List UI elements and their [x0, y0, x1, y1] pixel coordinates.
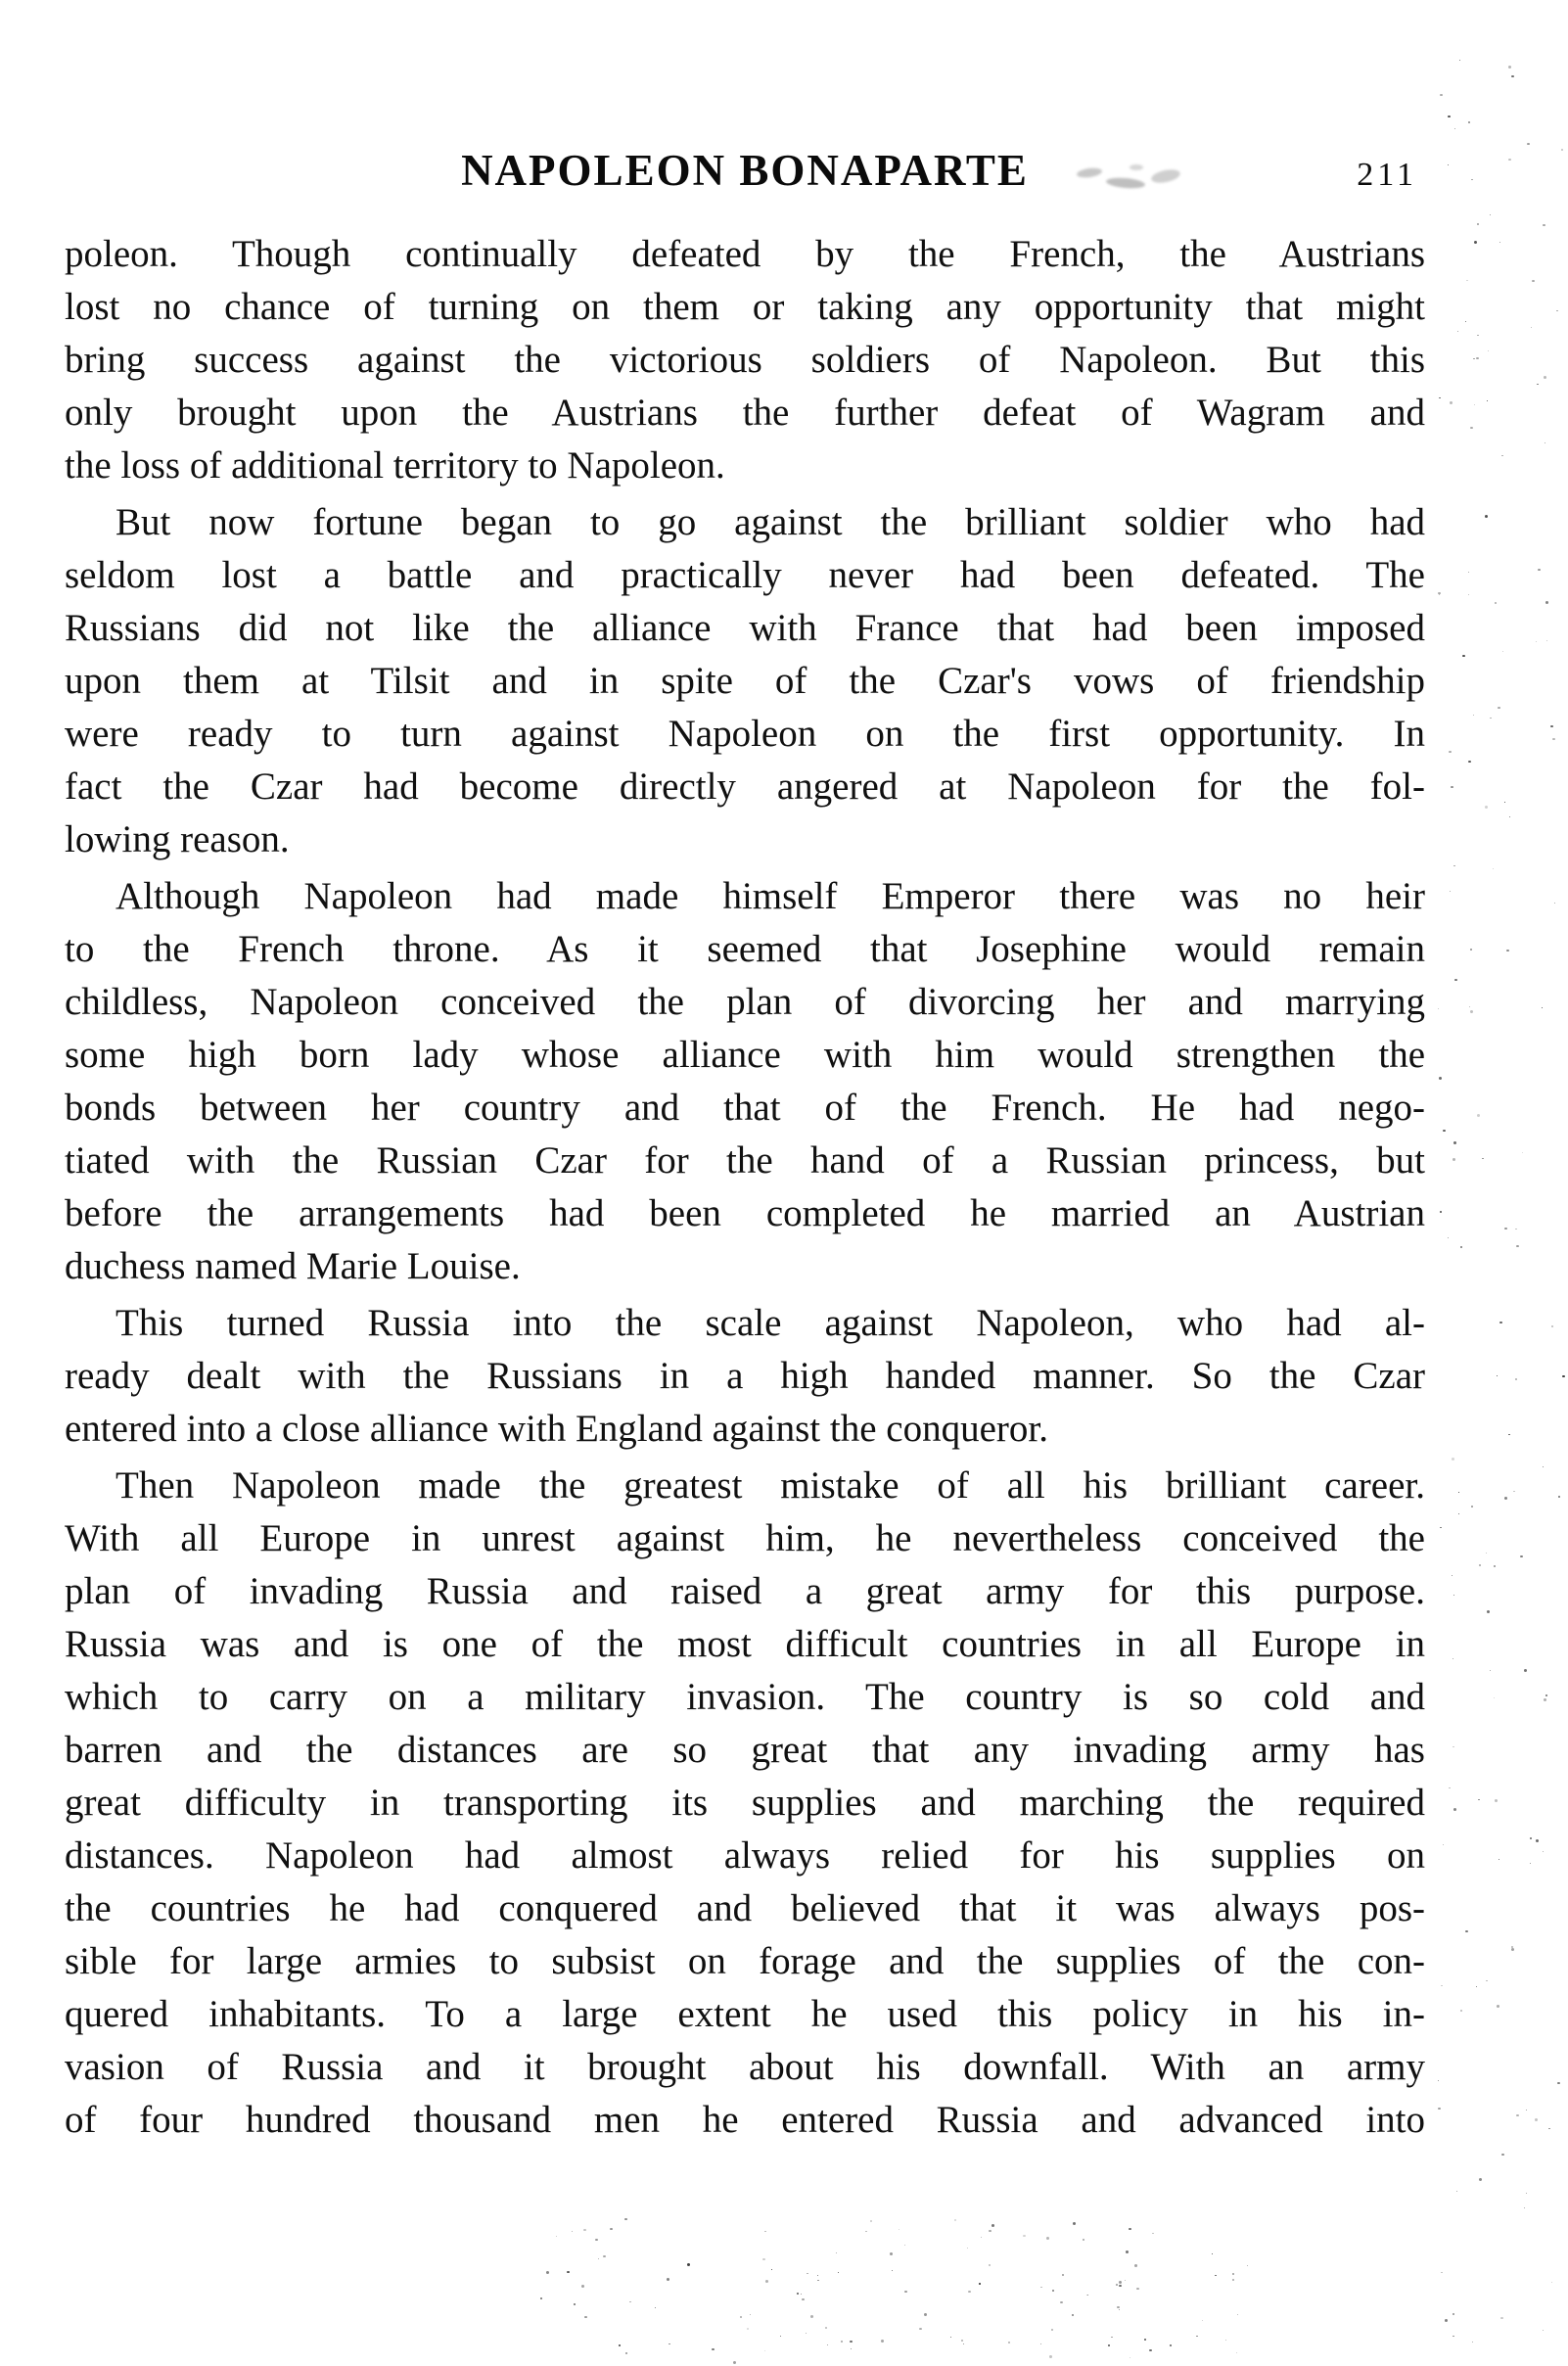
text-line: great difficulty in transporting its supplies and marching the required	[65, 1782, 1425, 1824]
noise-speck	[1470, 949, 1472, 951]
noise-speck	[1445, 2319, 1448, 2322]
noise-speck	[1440, 1527, 1442, 1528]
noise-speck	[1473, 358, 1475, 359]
noise-speck	[1040, 2343, 1041, 2344]
noise-speck	[967, 2248, 968, 2249]
noise-speck	[841, 2341, 843, 2343]
noise-speck	[870, 2220, 872, 2222]
noise-speck	[1536, 641, 1537, 642]
noise-speck	[1522, 1152, 1523, 1153]
noise-speck	[625, 2352, 627, 2354]
noise-speck	[1247, 2265, 1248, 2266]
noise-speck	[1545, 1694, 1547, 1696]
noise-speck	[881, 2340, 884, 2343]
text-line: duchess named Marie Louise.	[65, 1245, 521, 1287]
noise-speck	[1439, 397, 1441, 398]
noise-speck	[1474, 241, 1477, 244]
noise-speck	[1485, 515, 1488, 518]
noise-speck	[1504, 1497, 1507, 1500]
noise-speck	[1134, 2264, 1137, 2267]
noise-speck	[1562, 1375, 1565, 1377]
noise-speck	[1545, 601, 1548, 604]
noise-speck	[1468, 761, 1471, 763]
noise-speck	[1499, 242, 1500, 243]
noise-speck	[919, 2328, 922, 2330]
noise-speck	[1125, 2280, 1126, 2281]
text-line: lowing reason.	[65, 818, 290, 860]
noise-speck	[1439, 1077, 1442, 1080]
noise-speck	[1554, 903, 1555, 904]
noise-speck	[1449, 1787, 1451, 1788]
text-line: ready dealt with the Russians in a high handed manner. So the Czar	[65, 1355, 1425, 1397]
noise-speck	[624, 2218, 627, 2220]
noise-speck	[1236, 2352, 1237, 2353]
text-line: quered inhabitants. To a large extent he used this policy in his in-	[65, 1993, 1425, 2035]
noise-speck	[780, 2336, 781, 2337]
paragraph	[65, 1297, 1425, 1456]
noise-speck	[825, 2327, 827, 2329]
noise-speck	[1129, 2228, 1131, 2230]
noise-speck	[1487, 1610, 1490, 1613]
noise-speck	[1479, 2178, 1482, 2181]
noise-speck	[979, 2283, 981, 2285]
text-line: Russia was and is one of the most difficult countries in all Europe in	[65, 1623, 1425, 1665]
noise-speck	[1023, 2235, 1026, 2237]
noise-speck	[1471, 1506, 1473, 1508]
noise-speck	[1509, 816, 1510, 817]
noise-speck	[687, 2263, 690, 2266]
noise-speck	[1537, 384, 1539, 385]
noise-speck	[1126, 2250, 1129, 2253]
noise-speck	[1498, 707, 1500, 709]
noise-speck	[1119, 2281, 1122, 2284]
noise-speck	[1462, 655, 1465, 657]
noise-speck	[572, 2231, 573, 2232]
noise-speck	[1149, 2349, 1152, 2351]
noise-speck	[1495, 1799, 1498, 1802]
noise-speck	[1477, 1114, 1480, 1117]
noise-speck	[1170, 2344, 1172, 2346]
noise-speck	[1438, 592, 1441, 594]
noise-speck	[1482, 1158, 1484, 1159]
noise-speck	[1526, 2193, 1527, 2194]
noise-speck	[762, 2258, 765, 2260]
noise-speck	[1546, 640, 1547, 641]
noise-speck	[1495, 602, 1497, 604]
noise-speck	[981, 2237, 982, 2238]
noise-speck	[1471, 179, 1473, 180]
noise-speck	[1558, 1496, 1560, 1498]
noise-speck	[1490, 1670, 1491, 1671]
noise-speck	[1485, 806, 1488, 809]
noise-speck	[802, 2298, 805, 2300]
noise-speck	[1466, 280, 1468, 281]
text-line: Then Napoleon made the greatest mistake of all his brilliant career.	[115, 1464, 1425, 1507]
text-line: vasion of Russia and it brought about his downfall. With an army	[65, 2046, 1425, 2088]
noise-speck	[583, 2229, 586, 2231]
noise-speck	[1511, 75, 1514, 77]
noise-speck	[1152, 2233, 1154, 2234]
noise-speck	[1448, 1237, 1449, 1238]
noise-speck	[540, 2297, 542, 2299]
text-line: distances. Napoleon had almost always relied for his supplies on	[65, 1834, 1425, 1877]
noise-speck	[1508, 159, 1511, 161]
noise-speck	[712, 2348, 715, 2350]
noise-speck	[1550, 725, 1553, 727]
noise-speck	[1052, 2290, 1054, 2292]
noise-speck	[904, 2245, 905, 2246]
noise-speck	[1490, 718, 1492, 719]
text-line: bonds between her country and that of the French. He had nego-	[65, 1087, 1425, 1129]
noise-speck	[1136, 2288, 1139, 2290]
noise-speck	[1451, 786, 1453, 788]
noise-speck	[1450, 401, 1453, 404]
text-line: upon them at Tilsit and in spite of the Czar's vows of friendship	[65, 660, 1425, 702]
text-line: before the arrangements had been completed he married an Austrian	[65, 1192, 1425, 1234]
noise-speck	[1508, 66, 1511, 69]
text-line: entered into a close alliance with England against the conqueror.	[65, 1408, 1048, 1450]
noise-speck	[1552, 738, 1555, 740]
ink-smudge	[1073, 162, 1190, 196]
noise-speck	[1453, 1595, 1454, 1596]
noise-speck	[1515, 1378, 1517, 1380]
noise-speck	[1072, 2314, 1074, 2316]
noise-speck	[1551, 2282, 1552, 2283]
noise-speck	[851, 2348, 852, 2349]
noise-speck	[961, 2340, 963, 2342]
noise-speck	[1202, 2320, 1203, 2321]
noise-speck	[1448, 116, 1451, 117]
noise-speck	[817, 2280, 819, 2281]
text-line: With all Europe in unrest against him, he nevertheless conceived the	[65, 1517, 1425, 1559]
text-line: tiated with the Russian Czar for the hand of a Russian princess, but	[65, 1139, 1425, 1182]
page-header	[65, 145, 1425, 204]
text-line: plan of invading Russia and raised a great army for this purpose.	[65, 1570, 1425, 1612]
noise-speck	[1119, 2285, 1122, 2287]
noise-speck	[1493, 868, 1494, 869]
noise-speck	[968, 2291, 971, 2293]
noise-speck	[865, 2231, 867, 2232]
noise-speck	[1470, 1010, 1473, 1013]
noise-speck	[1465, 321, 1466, 322]
noise-speck	[806, 2333, 807, 2334]
noise-speck	[1073, 2222, 1076, 2225]
noise-speck	[1232, 2273, 1234, 2275]
noise-speck	[1438, 2108, 1441, 2110]
text-line: the loss of additional territory to Napoleon.	[65, 444, 725, 487]
noise-speck	[1452, 1575, 1453, 1576]
noise-speck	[1474, 404, 1475, 405]
noise-speck	[1501, 455, 1503, 456]
noise-speck	[764, 2350, 765, 2351]
noise-speck	[1215, 2275, 1217, 2276]
noise-speck	[1453, 1746, 1454, 1747]
noise-speck	[1441, 1985, 1443, 1986]
noise-speck	[574, 2303, 576, 2305]
noise-speck	[1460, 1246, 1462, 1248]
noise-speck	[1530, 1863, 1531, 1864]
noise-speck	[750, 2314, 751, 2315]
noise-speck	[629, 2301, 631, 2302]
noise-speck	[1117, 2306, 1120, 2308]
noise-speck	[1543, 2330, 1544, 2331]
text-line: This turned Russia into the scale against Napoleon, who had al-	[115, 1302, 1425, 1344]
text-line: the countries he had conquered and believed that it was always pos-	[65, 1887, 1425, 1929]
noise-speck	[1453, 1808, 1456, 1811]
noise-speck	[1497, 1375, 1498, 1376]
noise-speck	[1040, 2287, 1042, 2288]
noise-speck	[1543, 1466, 1544, 1467]
noise-speck	[1468, 594, 1469, 595]
noise-speck	[1506, 950, 1509, 951]
noise-speck	[892, 2270, 893, 2271]
noise-speck	[1051, 2329, 1053, 2331]
noise-speck	[1438, 1008, 1439, 1009]
noise-speck	[1504, 802, 1505, 803]
text-line: sible for large armies to subsist on forage and the supplies of the con-	[65, 1940, 1425, 1982]
noise-speck	[1472, 2342, 1473, 2343]
noise-speck	[1544, 376, 1546, 379]
noise-speck	[669, 2343, 670, 2344]
noise-speck	[1439, 594, 1440, 595]
text-line: to the French throne. As it seemed that Josephine would remain	[65, 928, 1425, 970]
noise-speck	[1535, 2118, 1538, 2121]
paragraph	[65, 228, 1425, 492]
noise-speck	[1087, 2295, 1088, 2296]
noise-speck	[1476, 1986, 1477, 1987]
noise-speck	[1548, 2128, 1550, 2129]
noise-speck	[838, 2272, 839, 2273]
noise-speck	[1520, 1555, 1523, 1557]
noise-speck	[610, 2228, 613, 2230]
noise-speck	[595, 2239, 598, 2241]
noise-speck	[740, 2316, 742, 2318]
text-line: poleon. Though continually defeated by the French, the Austrians	[65, 233, 1425, 275]
noise-speck	[764, 2231, 766, 2232]
noise-speck	[1449, 751, 1452, 753]
noise-speck	[1450, 891, 1451, 892]
noise-speck	[1212, 2253, 1213, 2254]
noise-speck	[904, 2291, 907, 2293]
noise-speck	[1454, 128, 1455, 129]
noise-speck	[1452, 1458, 1454, 1461]
text-line: But now fortune began to go against the brilliant soldier who had	[115, 501, 1425, 543]
noise-speck	[1453, 1158, 1455, 1161]
noise-speck	[1460, 2010, 1462, 2012]
page-title: NAPOLEON BONAPARTE	[461, 146, 1029, 195]
noise-speck	[1504, 1228, 1507, 1229]
text-line: barren and the distances are so great that any invading army has	[65, 1729, 1425, 1771]
text-line: childless, Napoleon conceived the plan of divorcing her and marrying	[65, 981, 1425, 1023]
text-line: bring success against the victorious soldiers of Napoleon. But this	[65, 339, 1425, 381]
noise-speck	[1196, 2336, 1198, 2337]
noise-speck	[1524, 2207, 1525, 2208]
noise-speck	[1468, 572, 1469, 573]
noise-speck	[1486, 1980, 1488, 1981]
noise-speck	[1494, 1565, 1496, 1567]
noise-speck	[1530, 1837, 1532, 1839]
noise-speck	[1561, 149, 1563, 151]
noise-speck	[1454, 979, 1457, 981]
noise-speck	[1501, 2154, 1504, 2156]
text-line: fact the Czar had become directly angered at Napoleon for the fol-	[65, 765, 1425, 808]
noise-speck	[1543, 1851, 1544, 1852]
noise-speck	[1524, 1669, 1527, 1672]
noise-speck	[1544, 1698, 1546, 1701]
noise-speck	[1487, 400, 1488, 401]
noise-speck	[1119, 2309, 1120, 2310]
noise-speck	[581, 2285, 584, 2288]
noise-speck	[1225, 2340, 1226, 2341]
noise-speck	[963, 2343, 964, 2344]
noise-speck	[827, 2344, 828, 2345]
noise-speck	[950, 2337, 951, 2338]
body-text	[65, 228, 1425, 2147]
text-line: seldom lost a battle and practically never had been defeated. The	[65, 554, 1425, 596]
noise-speck	[1499, 1322, 1502, 1323]
noise-speck	[1490, 214, 1491, 215]
noise-speck	[765, 2280, 768, 2283]
text-line: were ready to turn against Napoleon on the first opportunity. In	[65, 713, 1425, 755]
noise-speck	[1531, 327, 1532, 328]
noise-speck	[1532, 280, 1535, 282]
noise-speck	[667, 2278, 669, 2281]
noise-speck	[598, 2258, 599, 2259]
noise-speck	[1478, 1799, 1480, 1800]
text-line: which to carry on a military invasion. The country is so cold and	[65, 1676, 1425, 1718]
noise-speck	[1453, 2313, 1454, 2315]
noise-speck	[989, 2264, 991, 2266]
text-line: lost no chance of turning on them or taking any opportunity that might	[65, 286, 1425, 328]
noise-speck	[1497, 2005, 1499, 2008]
noise-speck	[1441, 2272, 1443, 2273]
noise-speck	[1500, 2317, 1503, 2319]
noise-speck	[1108, 2344, 1110, 2346]
noise-speck	[1440, 1211, 1442, 1213]
noise-speck	[1527, 143, 1530, 145]
noise-speck	[797, 2293, 799, 2295]
page-number: 211	[1357, 157, 1417, 193]
noise-speck	[603, 2255, 606, 2257]
noise-speck	[1060, 2301, 1063, 2303]
noise-speck	[1453, 2336, 1454, 2337]
noise-speck	[1438, 2080, 1439, 2081]
noise-speck	[1543, 224, 1545, 226]
paragraph	[65, 496, 1425, 866]
text-line: only brought upon the Austrians the further defeat of Wagram and	[65, 392, 1425, 434]
noise-speck	[1453, 1141, 1456, 1144]
noise-speck	[1083, 2239, 1084, 2241]
noise-speck	[1470, 427, 1473, 429]
noise-speck	[1476, 357, 1479, 359]
noise-speck	[546, 2271, 549, 2274]
noise-speck	[1469, 1006, 1470, 1007]
noise-speck	[1557, 2082, 1560, 2084]
noise-speck	[850, 2341, 853, 2343]
paragraph	[65, 1460, 1425, 2147]
text-line: Although Napoleon had made himself Emperor there was no heir	[115, 875, 1425, 917]
noise-speck	[1526, 2110, 1527, 2111]
noise-speck	[1516, 1245, 1519, 1247]
noise-speck	[1465, 1930, 1468, 1932]
noise-speck	[1049, 2355, 1052, 2358]
noise-speck	[1443, 1130, 1446, 1132]
noise-speck	[1144, 2339, 1146, 2341]
noise-speck	[1511, 1948, 1514, 1951]
noise-speck	[1443, 1844, 1444, 1845]
noise-speck	[1551, 1325, 1553, 1327]
noise-speck	[1111, 2337, 1113, 2338]
noise-speck	[733, 2361, 736, 2364]
noise-speck	[1538, 569, 1541, 571]
noise-speck	[1477, 335, 1479, 336]
noise-speck	[1542, 1007, 1543, 1008]
noise-speck	[655, 2307, 656, 2308]
noise-speck	[1502, 651, 1503, 652]
noise-speck	[584, 2316, 587, 2318]
noise-speck	[1237, 2314, 1238, 2315]
noise-speck	[1479, 1564, 1481, 1566]
noise-speck	[989, 2230, 992, 2232]
noise-speck	[801, 2294, 802, 2295]
noise-speck	[556, 2236, 557, 2237]
noise-speck	[890, 2252, 893, 2255]
noise-speck	[1232, 2279, 1234, 2281]
noise-speck	[1458, 1492, 1459, 1493]
noise-speck	[1508, 1434, 1510, 1435]
noise-speck	[747, 2328, 749, 2330]
noise-speck	[567, 2271, 570, 2273]
noise-speck	[1456, 2191, 1457, 2192]
noise-speck	[1116, 2284, 1118, 2286]
noise-speck	[1488, 350, 1489, 351]
noise-speck	[1448, 164, 1449, 165]
noise-speck	[1494, 1697, 1495, 1698]
noise-speck	[619, 2344, 621, 2346]
noise-speck	[1459, 60, 1460, 61]
paragraph	[65, 870, 1425, 1293]
noise-speck	[1516, 2114, 1519, 2116]
noise-speck	[1062, 2274, 1064, 2276]
noise-speck	[1473, 715, 1474, 716]
noise-speck	[1458, 1513, 1459, 1514]
noise-speck	[992, 2224, 994, 2227]
noise-speck	[1468, 121, 1470, 123]
noise-speck	[1556, 310, 1558, 311]
noise-speck	[1046, 2237, 1049, 2240]
noise-speck	[810, 2315, 813, 2318]
noise-speck	[1536, 1839, 1539, 1842]
noise-speck	[1453, 865, 1455, 866]
noise-speck	[954, 2219, 956, 2221]
noise-speck	[1457, 331, 1458, 332]
noise-speck	[1477, 223, 1479, 225]
text-line: some high born lady whose alliance with him would strengthen the	[65, 1034, 1425, 1076]
text-line: Russians did not like the alliance with France that had been imposed	[65, 607, 1425, 649]
noise-speck	[817, 2275, 818, 2276]
noise-speck	[1008, 2342, 1010, 2343]
noise-speck	[807, 2273, 808, 2274]
noise-speck	[1440, 94, 1443, 96]
noise-speck	[924, 2313, 927, 2316]
noise-speck	[836, 2252, 837, 2253]
text-line: of four hundred thousand men he entered Russia and advanced into	[65, 2099, 1425, 2141]
noise-speck	[771, 2269, 772, 2270]
noise-speck	[1513, 1491, 1515, 1492]
noise-speck	[1486, 1553, 1487, 1554]
